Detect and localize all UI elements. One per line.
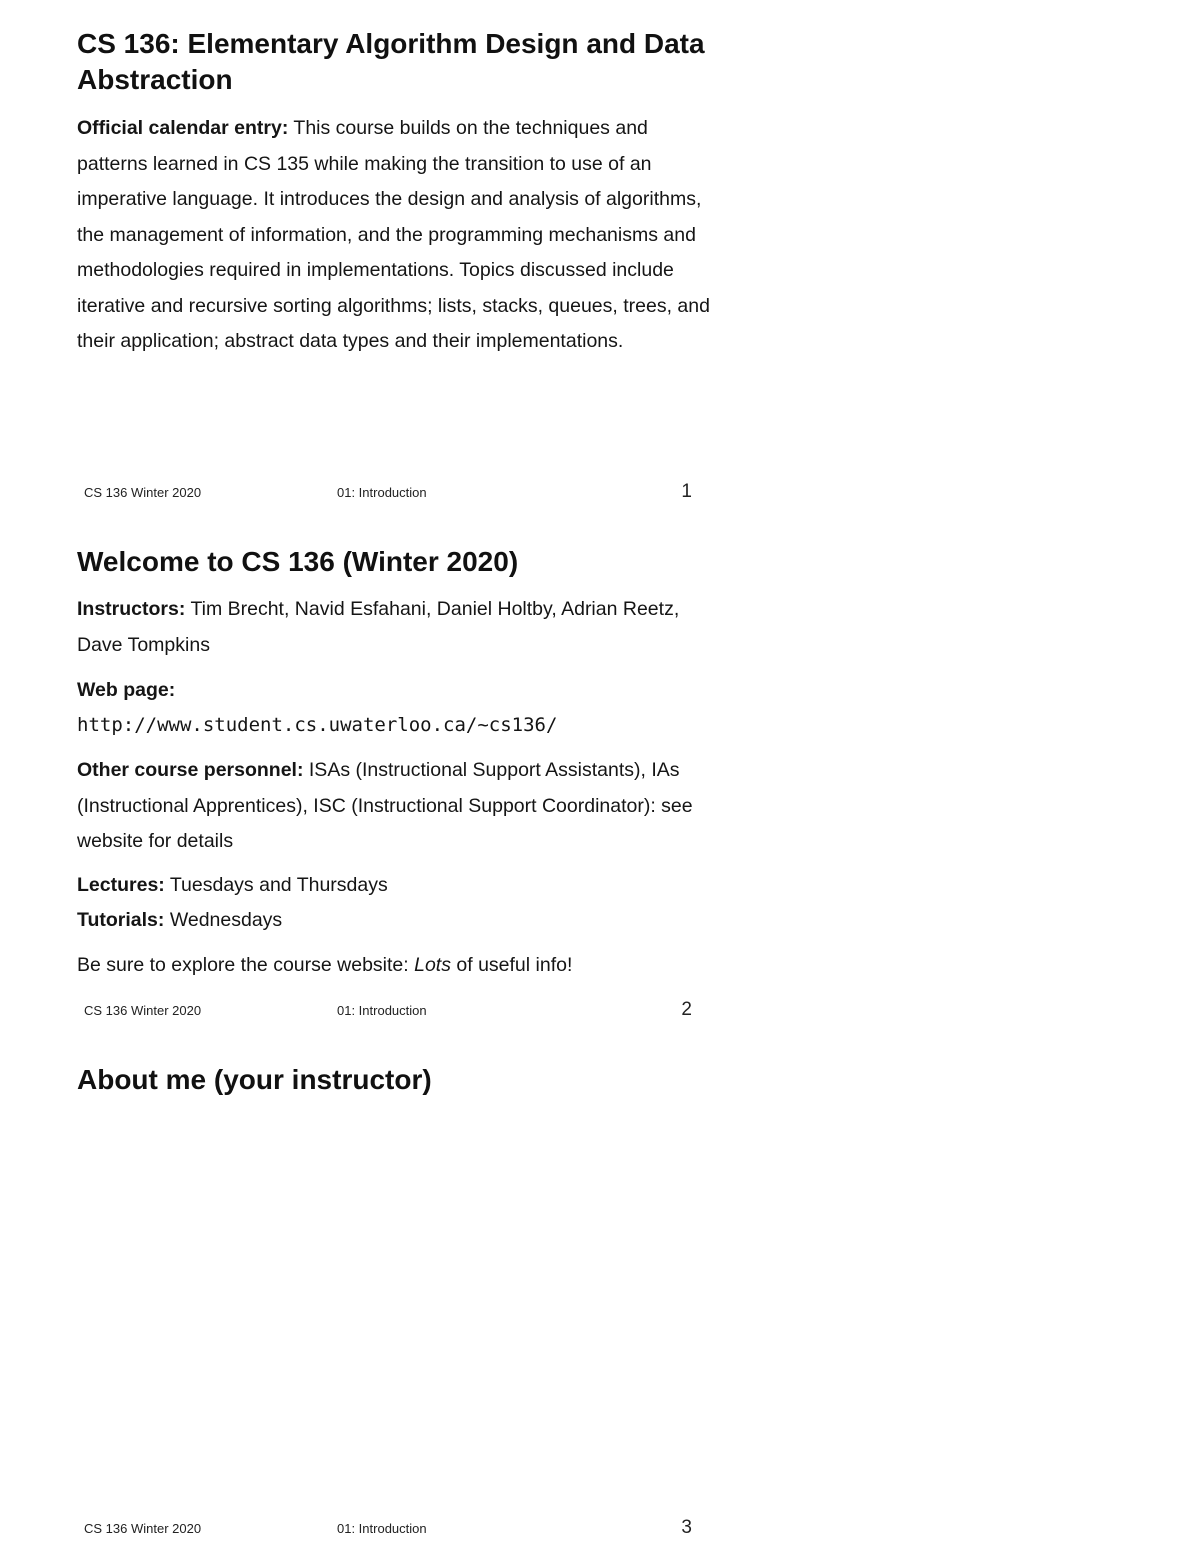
tutorials-label: Tutorials: <box>77 909 165 931</box>
footer-topic: 01: Introduction <box>337 485 427 500</box>
instructors <box>77 592 717 663</box>
explore-prefix: Be sure to explore the course website: <box>77 954 409 976</box>
tutorials-text: Wednesdays <box>169 909 283 931</box>
footer-topic: 01: Introduction <box>337 1521 427 1536</box>
calendar-entry <box>77 111 717 360</box>
slide-3-title: About me (your instructor) <box>77 1064 432 1095</box>
webpage-label <box>77 673 717 709</box>
webpage-label-text: Web page: <box>77 679 176 701</box>
lectures <box>77 868 717 904</box>
calendar-label: Official calendar entry: <box>77 117 289 139</box>
footer-course: CS 136 Winter 2020 <box>84 1521 202 1536</box>
calendar-text: This course builds on the techniques and patterns learned in CS 135 while making the transition to use of an imperative language. It introduces the design and analysis of algorithms, the management of information, and the programming mechanisms and methodologies required in implementations. Topics discussed include iterative and recursive sorting algorithms; lists, stacks, queues, trees, and their application; abstract data types and their implementations. <box>77 117 710 352</box>
footer-course: CS 136 Winter 2020 <box>84 485 202 500</box>
tutorials <box>77 903 717 939</box>
instructors-text: Tim Brecht, Navid Esfahani, Daniel Holtby, Adrian Reetz, Dave Tompkins <box>77 598 680 656</box>
explore-note <box>77 948 717 984</box>
lectures-label: Lectures: <box>77 874 165 896</box>
lectures-text: Tuesdays and Thursdays <box>169 874 388 896</box>
other-personnel <box>77 753 717 860</box>
explore-emphasis: Lots <box>414 954 451 976</box>
personnel-label: Other course personnel: <box>77 759 304 781</box>
slide-1 <box>0 0 1200 518</box>
instructors-label: Instructors: <box>77 598 186 620</box>
webpage-url-line <box>77 708 717 744</box>
footer-topic: 01: Introduction <box>337 1003 427 1018</box>
footer-course: CS 136 Winter 2020 <box>84 1003 202 1018</box>
footer-page-number: 3 <box>681 1517 692 1538</box>
slide-2 <box>0 518 1200 1036</box>
webpage-url[interactable]: http://www.student.cs.uwaterloo.ca/~cs136/ <box>77 714 558 736</box>
personnel-text: ISAs (Instructional Support Assistants), IAs (Instructional Apprentices), ISC (Instructional Support Coordinator): see website for details <box>77 759 693 852</box>
slide-1-title: CS 136: Elementary Algorithm Design and Data Abstraction <box>77 28 705 95</box>
footer-page-number: 2 <box>681 999 692 1020</box>
slide-2-title: Welcome to CS 136 (Winter 2020) <box>77 546 519 577</box>
explore-suffix: of useful info! <box>456 954 573 976</box>
slide-3 <box>0 1036 1200 1553</box>
slide-2-footer <box>84 999 696 1019</box>
slide-1-footer <box>84 481 696 501</box>
footer-page-number: 1 <box>681 481 692 502</box>
slide-3-footer <box>84 1517 696 1537</box>
